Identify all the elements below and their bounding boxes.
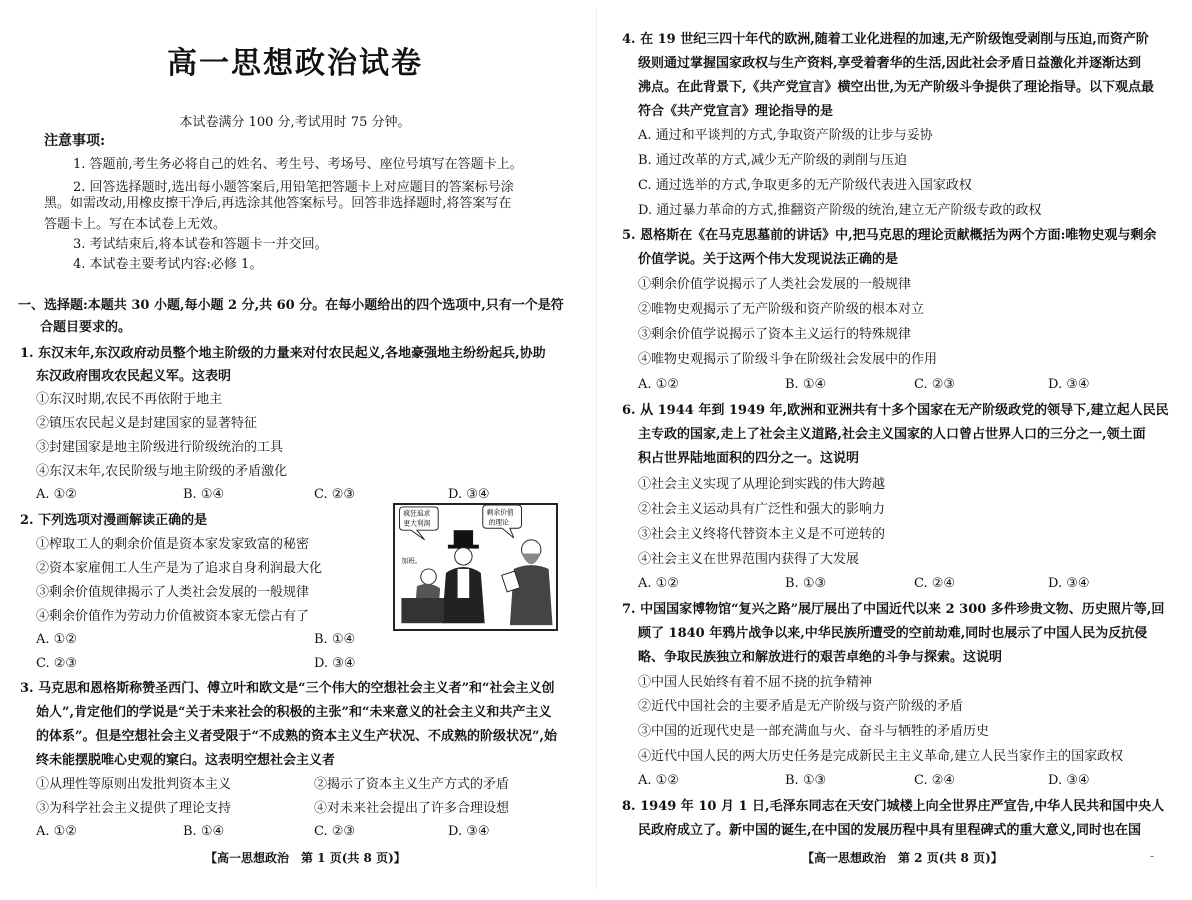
- question-2-item: ④剩余价值作为劳动力价值被资本家无偿占有了: [36, 609, 310, 624]
- question-3-option[interactable]: A. ①②: [36, 824, 77, 839]
- question-4-option[interactable]: B. 通过改革的方式,减少无产阶级的剥削与压迫: [638, 153, 907, 168]
- note-line: 2. 回答选择题时,选出每小题答案后,用铅笔把答题卡上对应题目的答案标号涂: [73, 180, 514, 195]
- cartoon-illustration: [395, 505, 556, 629]
- question-1-option[interactable]: C. ②③: [314, 487, 356, 502]
- worker-head: [421, 569, 437, 585]
- question-3-item: ①从理性等原则出发批判资本主义: [36, 777, 232, 792]
- question-6-item: ③社会主义终将代替资本主义是不可逆转的: [638, 527, 886, 542]
- question-1-option[interactable]: B. ①④: [183, 487, 225, 502]
- question-6-option[interactable]: C. ②④: [914, 576, 956, 591]
- page-divider: [596, 10, 597, 890]
- notes-heading: 注意事项:: [44, 133, 106, 149]
- question-3-stem: 始人”,肯定他们的学说是“关于未来社会的积极的主张”和“未来意义的社会主义和共产主义: [36, 705, 552, 720]
- question-3-item: ③为科学社会主义提供了理论支持: [36, 801, 232, 816]
- question-5-option[interactable]: D. ③④: [1048, 377, 1090, 392]
- section-heading: 一、选择题:本题共 30 小题,每小题 2 分,共 60 分。在每小题给出的四个选项中,只有一个是符: [18, 298, 564, 313]
- question-4-option[interactable]: C. 通过选举的方式,争取更多的无产阶级代表进入国家政权: [638, 178, 972, 193]
- question-5-item: ③剩余价值学说揭示了资本主义运行的特殊规律: [638, 327, 912, 342]
- question-6-item: ④社会主义在世界范围内获得了大发展: [638, 552, 860, 567]
- question-5-item: ①剩余价值学说揭示了人类社会发展的一般规律: [638, 277, 912, 292]
- question-1-item: ①东汉时期,农民不再依附于地主: [36, 392, 223, 407]
- question-6-item: ①社会主义实现了从理论到实践的伟大跨越: [638, 477, 886, 492]
- question-2-option[interactable]: B. ①④: [314, 632, 356, 647]
- question-6-stem: 积占世界陆地面积的四分之一。这说明: [638, 451, 860, 466]
- question-1-stem: 1. 东汉末年,东汉政府动员整个地主阶级的力量来对付农民起义,各地豪强地主纷纷起兵,协助: [20, 346, 546, 361]
- question-3-item: ④对未来社会提出了许多合理设想: [314, 801, 510, 816]
- question-2-item: ②资本家雇佣工人生产是为了追求自身利润最大化: [36, 561, 323, 576]
- question-7-stem: 略、争取民族独立和解放进行的艰苦卓绝的斗争与探索。这说明: [638, 650, 1003, 665]
- page-footer: 【高一思想政治 第 2 页(共 8 页)】: [802, 851, 1003, 865]
- question-7-stem: 7. 中国国家博物馆“复兴之路”展厅展出了中国近代以来 2 300 多件珍贵文物、历史照片等,回: [622, 602, 1165, 617]
- note-line: 黑。如需改动,用橡皮擦干净后,再选涂其他答案标号。回答非选择题时,将答案写在: [44, 196, 512, 211]
- bubble-right-text: 的理论: [488, 518, 509, 527]
- question-2-option[interactable]: D. ③④: [314, 656, 356, 671]
- exam-title: 高一思想政治试卷: [167, 46, 423, 81]
- question-7-item: ②近代中国社会的主要矛盾是无产阶级与资产阶级的矛盾: [638, 699, 964, 714]
- note-line: 4. 本试卷主要考试内容:必修 1。: [73, 257, 263, 272]
- question-4-stem: 沸点。在此背景下,《共产党宣言》横空出世,为无产阶级斗争提供了理论指导。以下观点最: [638, 80, 1155, 95]
- question-4-stem: 4. 在 19 世纪三四十年代的欧洲,随着工业化进程的加速,无产阶级饱受剥削与压迫,而资产阶: [622, 32, 1149, 47]
- scholar-body: [510, 565, 553, 625]
- question-5-option[interactable]: C. ②③: [914, 377, 956, 392]
- question-3-item: ②揭示了资本主义生产方式的矛盾: [314, 777, 510, 792]
- question-7-option[interactable]: A. ①②: [638, 773, 679, 788]
- question-5-item: ②唯物史观揭示了无产阶级和资产阶级的根本对立: [638, 302, 925, 317]
- question-6-option[interactable]: B. ①③: [785, 576, 827, 591]
- question-4-option[interactable]: D. 通过暴力革命的方式,推翻资产阶级的统治,建立无产阶级专政的政权: [638, 203, 1042, 218]
- question-6-option[interactable]: A. ①②: [638, 576, 679, 591]
- question-3-option[interactable]: B. ①④: [183, 824, 225, 839]
- note-line: 答题卡上。写在本试卷上无效。: [44, 217, 227, 232]
- footer-mark: -: [1150, 849, 1155, 863]
- capitalist-head: [455, 548, 472, 565]
- top-hat: [454, 530, 473, 546]
- work-desk: [401, 598, 444, 623]
- question-1-item: ④东汉末年,农民阶级与地主阶级的矛盾激化: [36, 464, 288, 479]
- question-3-stem: 终未能摆脱唯心史观的窠臼。这表明空想社会主义者: [36, 753, 336, 768]
- question-4-stem: 级则通过掌握国家政权与生产资料,享受着奢华的生活,因此社会矛盾日益激化并逐渐达到: [638, 56, 1142, 71]
- question-7-option[interactable]: C. ②④: [914, 773, 956, 788]
- question-3-stem: 3. 马克思和恩格斯称赞圣西门、傅立叶和欧文是“三个伟大的空想社会主义者”和“社会主义创: [20, 681, 555, 696]
- question-8-stem: 民政府成立了。新中国的诞生,在中国的发展历程中具有里程碑式的重大意义,同时也在国: [638, 823, 1142, 838]
- question-5-option[interactable]: B. ①④: [785, 377, 827, 392]
- question-2-item: ①榨取工人的剩余价值是资本家发家致富的秘密: [36, 537, 310, 552]
- bubble-right-text: 剩余价值: [486, 508, 514, 517]
- question-3-option[interactable]: C. ②③: [314, 824, 356, 839]
- note-line: 3. 考试结束后,将本试卷和答题卡一并交回。: [73, 237, 328, 252]
- page-1: [0, 0, 590, 900]
- question-1-stem: 东汉政府围攻农民起义军。这表明: [36, 369, 232, 384]
- question-2-option[interactable]: C. ②③: [36, 656, 78, 671]
- question-5-option[interactable]: A. ①②: [638, 377, 679, 392]
- question-5-stem: 价值学说。关于这两个伟大发现说法正确的是: [638, 252, 899, 267]
- shirt-front: [458, 569, 470, 598]
- note-line: 1. 答题前,考生务必将自己的姓名、考生号、考场号、座位号填写在答题卡上。: [73, 157, 523, 172]
- question-6-option[interactable]: D. ③④: [1048, 576, 1090, 591]
- question-5-item: ④唯物史观揭示了阶级斗争在阶级社会发展中的作用: [638, 352, 938, 367]
- bubble-left-text: 疯狂追求: [403, 509, 431, 518]
- question-7-item: ①中国人民始终有着不屈不挠的抗争精神: [638, 675, 873, 690]
- question-7-stem: 顾了 1840 年鸦片战争以来,中华民族所遭受的空前劫难,同时也展示了中国人民为反抗侵: [638, 626, 1148, 641]
- question-4-option[interactable]: A. 通过和平谈判的方式,争取资产阶级的让步与妥协: [638, 128, 933, 143]
- question-3-stem: 的体系”。但是空想社会主义者受限于“不成熟的资本主义生产状况、不成熟的阶级状况”,始: [36, 729, 557, 744]
- scholar-beard: [522, 553, 541, 564]
- question-6-stem: 主专政的国家,走上了社会主义道路,社会主义国家的人口曾占世界人口的三分之一,领土面: [638, 427, 1146, 442]
- bubble-left-text: 更大利润: [403, 519, 431, 528]
- question-1-item: ②镇压农民起义是封建国家的显著特征: [36, 416, 258, 431]
- question-2-stem: 2. 下列选项对漫画解读正确的是: [20, 513, 208, 528]
- worker-text: 加班。: [401, 557, 422, 566]
- question-2-option[interactable]: A. ①②: [36, 632, 77, 647]
- question-8-stem: 8. 1949 年 10 月 1 日,毛泽东同志在天安门城楼上向全世界庄严宣告,中华人民共和国中央人: [622, 799, 1165, 814]
- exam-subtitle: 本试卷满分 100 分,考试用时 75 分钟。: [179, 115, 411, 130]
- question-1-option[interactable]: D. ③④: [448, 487, 490, 502]
- question-4-stem: 符合《共产党宣言》理论指导的是: [638, 104, 834, 119]
- question-6-stem: 6. 从 1944 年到 1949 年,欧洲和亚洲共有十多个国家在无产阶级政党的领导下,建立起人民民: [622, 403, 1169, 418]
- question-7-option[interactable]: D. ③④: [1048, 773, 1090, 788]
- question-7-option[interactable]: B. ①③: [785, 773, 827, 788]
- question-7-item: ④近代中国人民的两大历史任务是完成新民主主义革命,建立人民当家作主的国家政权: [638, 749, 1124, 764]
- question-6-item: ②社会主义运动具有广泛性和强大的影响力: [638, 502, 886, 517]
- question-5-stem: 5. 恩格斯在《在马克思墓前的讲话》中,把马克思的理论贡献概括为两个方面:唯物史观与剩余: [622, 228, 1157, 243]
- page-footer: 【高一思想政治 第 1 页(共 8 页)】: [205, 851, 406, 865]
- question-1-option[interactable]: A. ①②: [36, 487, 77, 502]
- question-3-option[interactable]: D. ③④: [448, 824, 490, 839]
- question-7-item: ③中国的近现代史是一部充满血与火、奋斗与牺牲的矛盾历史: [638, 724, 990, 739]
- question-2-cartoon: [393, 503, 558, 631]
- page-2: [602, 0, 1192, 900]
- question-1-item: ③封建国家是地主阶级进行阶级统治的工具: [36, 440, 284, 455]
- section-heading: 合题目要求的。: [40, 320, 132, 335]
- question-2-item: ③剩余价值规律揭示了人类社会发展的一般规律: [36, 585, 310, 600]
